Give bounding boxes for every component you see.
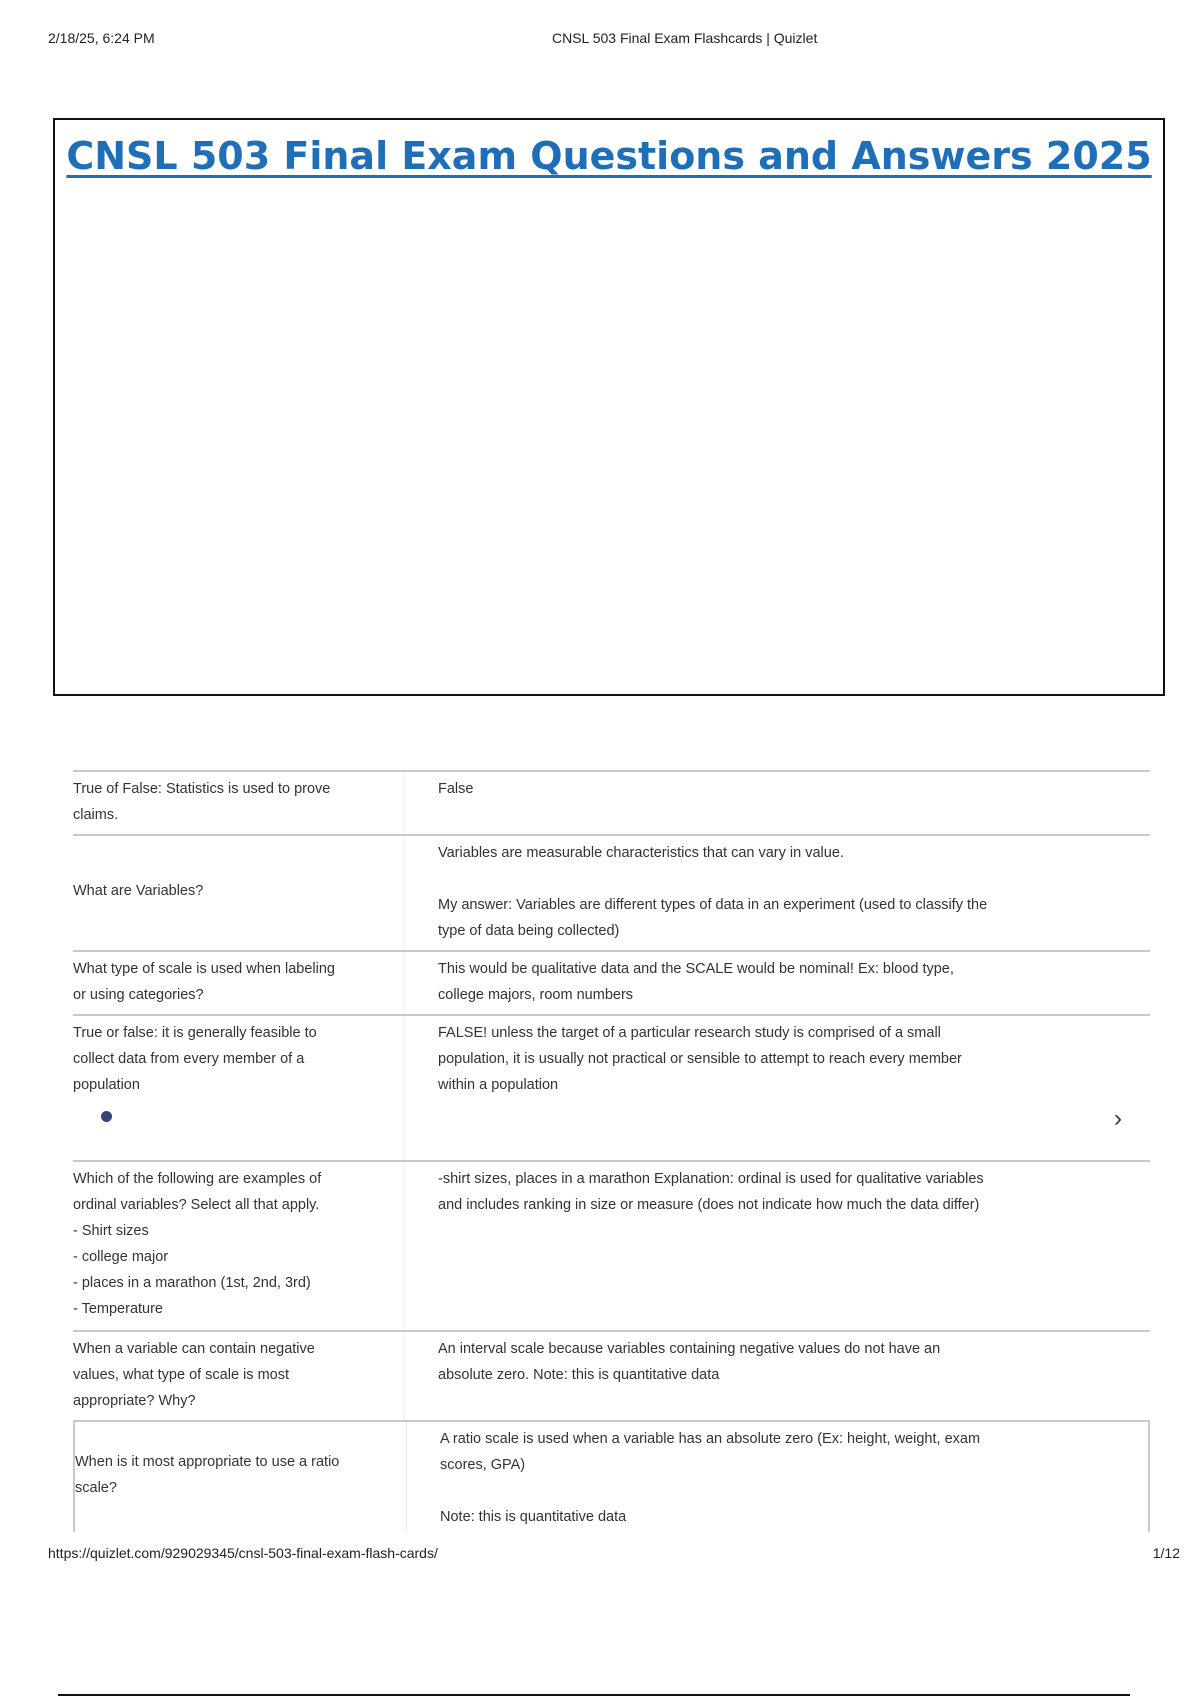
flashcard-definition: Variables are measurable characteristics that can vary in value. My answer: Variables are different types of data in an experiment (used to classify the type of data being collected) — [438, 845, 988, 939]
flashcard-definition: False — [438, 781, 474, 797]
flashcard-definition: -shirt sizes, places in a marathon Explanation: ordinal is used for qualitative variables and includes ranking in size or measure (does not indicate how much the data differ) — [438, 1171, 984, 1213]
flashcard-row — [73, 770, 1150, 834]
flashcard-row — [73, 1014, 1150, 1160]
flashcard-term: When a variable can contain negative values, what type of scale is most appropriate? Why? — [73, 1332, 405, 1420]
flashcard-row — [73, 1420, 1150, 1532]
flashcard-row — [73, 834, 1150, 950]
divider — [58, 1694, 1130, 1696]
print-page-title: CNSL 503 Final Exam Flashcards | Quizlet — [552, 30, 818, 46]
flashcard-definition: A ratio scale is used when a variable has an absolute zero (Ex: height, weight, exam scores, GPA) Note: this is quantitative data — [440, 1431, 981, 1525]
page-title: CNSL 503 Final Exam Questions and Answers 2025 — [66, 134, 1152, 178]
flashcard-term: True of False: Statistics is used to prove claims. — [73, 772, 405, 834]
flashcard-term: What are Variables? — [73, 836, 405, 950]
chevron-right-icon[interactable]: › — [1114, 1105, 1122, 1132]
page-url: https://quizlet.com/929029345/cnsl-503-final-exam-flash-cards/ — [48, 1545, 438, 1561]
flashcard-row — [73, 1160, 1150, 1330]
flashcard-definition: An interval scale because variables containing negative values do not have an absolute zero. Note: this is quantitative data — [438, 1341, 941, 1383]
flashcard-list — [73, 770, 1150, 1532]
flashcard-term: True or false: it is generally feasible to collect data from every member of a population — [73, 1016, 405, 1160]
flashcard-term: Which of the following are examples of ordinal variables? Select all that apply. - Shirt sizes - college major - places in a marathon (1st, 2nd, 3rd) - Temperature — [73, 1162, 405, 1330]
flashcard-term: When is it most appropriate to use a ratio scale? — [75, 1422, 407, 1532]
print-date: 2/18/25, 6:24 PM — [48, 30, 155, 46]
flashcard-row — [73, 950, 1150, 1014]
page-number: 1/12 — [1152, 1545, 1180, 1561]
progress-dot-indicator[interactable] — [101, 1111, 112, 1122]
flashcard-definition: FALSE! unless the target of a particular research study is comprised of a small population, it is usually not practical or sensible to attempt to reach every member within a population — [438, 1025, 962, 1093]
title-banner — [53, 118, 1165, 696]
flashcard-term: What type of scale is used when labeling or using categories? — [73, 952, 405, 1014]
print-header — [48, 30, 1170, 50]
flashcard-row — [73, 1330, 1150, 1420]
print-footer — [48, 1545, 1180, 1565]
flashcard-definition: This would be qualitative data and the SCALE would be nominal! Ex: blood type, college majors, room numbers — [438, 961, 954, 1003]
